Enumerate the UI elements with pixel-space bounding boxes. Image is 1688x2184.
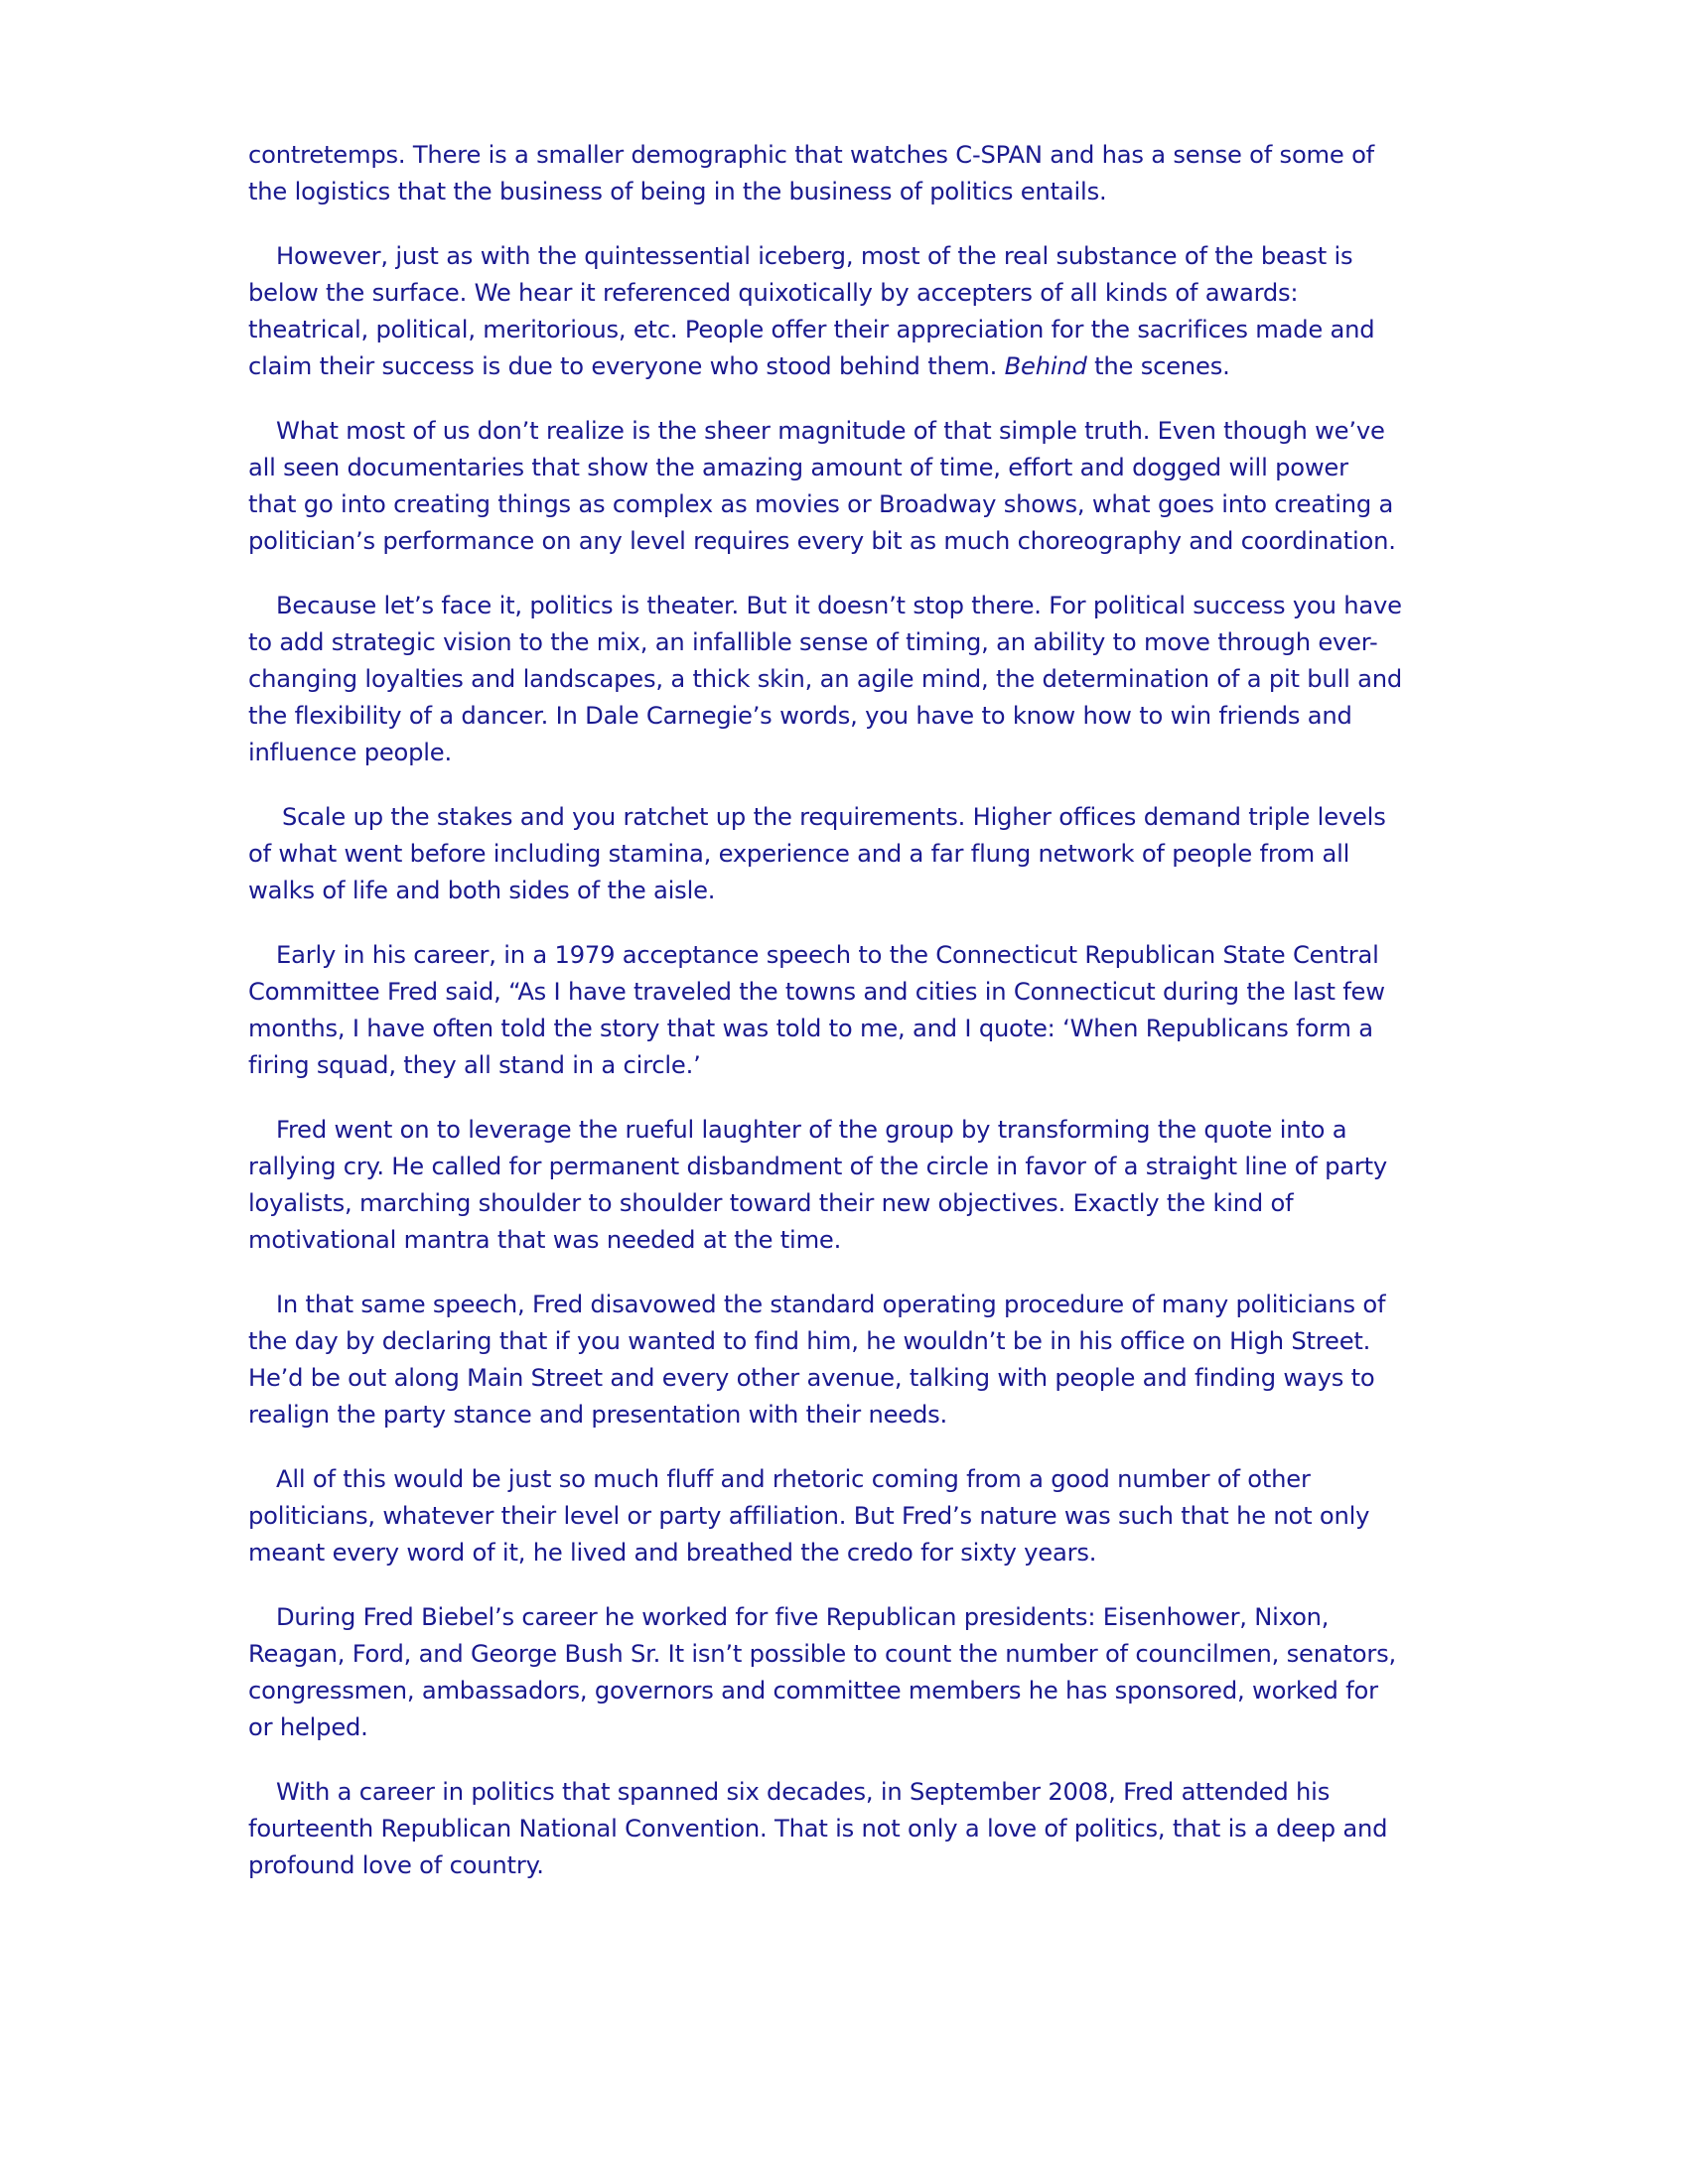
text-line: politician’s performance on any level requires every bit as much choreography and coordination. — [248, 527, 1396, 555]
paragraph-6 — [248, 937, 1450, 1084]
text-line-content: During Fred Biebel’s career he worked for five Republican presidents: Eisenhower, Nixon, — [276, 1603, 1330, 1631]
text-line: the day by declaring that if you wanted to find him, he wouldn’t be in his office on High Street. — [248, 1327, 1371, 1355]
text-line: the logistics that the business of being in the business of politics entails. — [248, 178, 1107, 205]
text-line: fourteenth Republican National Convention. That is not only a love of politics, that is a deep and — [248, 1815, 1388, 1843]
paragraph-10 — [248, 1599, 1450, 1746]
paragraph-1 — [248, 137, 1450, 210]
emphasized-word: Behind — [1004, 352, 1087, 380]
text-line — [248, 1287, 1450, 1323]
text-line — [248, 799, 1450, 836]
text-line-content: With a career in politics that spanned six decades, in September 2008, Fred attended his — [276, 1778, 1331, 1806]
text-line: loyalists, marching shoulder to shoulder toward their new objectives. Exactly the kind of — [248, 1189, 1294, 1217]
text-line — [248, 413, 1450, 450]
text-line: influence people. — [248, 739, 452, 766]
text-line: Committee Fred said, “As I have traveled the towns and cities in Connecticut during the last few — [248, 978, 1385, 1006]
text-line-content: What most of us don’t realize is the sheer magnitude of that simple truth. Even though we’ve — [276, 417, 1385, 445]
text-line-content: In that same speech, Fred disavowed the standard operating procedure of many politicians of — [276, 1291, 1386, 1318]
text-line-content: Scale up the stakes and you ratchet up the requirements. Higher offices demand triple levels — [282, 803, 1386, 831]
paragraph-7 — [248, 1112, 1450, 1259]
text-line: firing squad, they all stand in a circle.’ — [248, 1051, 701, 1079]
text-line: theatrical, political, meritorious, etc. People offer their appreciation for the sacrifices made and — [248, 316, 1375, 343]
text-segment: claim their success is due to everyone who stood behind them. — [248, 352, 1005, 380]
paragraph-4 — [248, 588, 1450, 771]
text-line: all seen documentaries that show the amazing amount of time, effort and dogged will power — [248, 454, 1348, 481]
document-page — [248, 137, 1450, 1912]
text-line: below the surface. We hear it referenced quixotically by accepters of all kinds of awards: — [248, 279, 1299, 307]
text-line: to add strategic vision to the mix, an infallible sense of timing, an ability to move through ever- — [248, 628, 1378, 656]
text-line — [248, 1461, 1450, 1498]
text-line: the flexibility of a dancer. In Dale Carnegie’s words, you have to know how to win friends and — [248, 702, 1352, 730]
text-line — [248, 1112, 1450, 1149]
text-line: He’d be out along Main Street and every other avenue, talking with people and finding ways to — [248, 1364, 1375, 1392]
text-line-content: Fred went on to leverage the rueful laughter of the group by transforming the quote into a — [276, 1116, 1347, 1144]
paragraph-5 — [248, 799, 1450, 909]
text-line-content: Early in his career, in a 1979 acceptance speech to the Connecticut Republican State Central — [276, 941, 1379, 969]
text-line: meant every word of it, he lived and breathed the credo for sixty years. — [248, 1539, 1097, 1567]
text-line: that go into creating things as complex as movies or Broadway shows, what goes into creating a — [248, 490, 1394, 518]
text-line: motivational mantra that was needed at the time. — [248, 1226, 842, 1254]
text-line: profound love of country. — [248, 1851, 544, 1879]
text-line — [248, 588, 1450, 624]
paragraph-3 — [248, 413, 1450, 560]
paragraph-2 — [248, 238, 1450, 385]
text-line — [248, 1774, 1450, 1811]
text-line: politicians, whatever their level or party affiliation. But Fred’s nature was such that he not only — [248, 1502, 1370, 1530]
text-line — [248, 937, 1450, 974]
text-line-content: Because let’s face it, politics is theater. But it doesn’t stop there. For political success you have — [276, 592, 1402, 619]
text-line — [248, 1599, 1450, 1636]
text-line: Reagan, Ford, and George Bush Sr. It isn’t possible to count the number of councilmen, senators, — [248, 1640, 1396, 1668]
text-line-content: All of this would be just so much fluff and rhetoric coming from a good number of other — [276, 1465, 1311, 1493]
text-line: or helped. — [248, 1713, 368, 1741]
paragraph-11 — [248, 1774, 1450, 1884]
text-segment: the scenes. — [1086, 352, 1230, 380]
text-line: walks of life and both sides of the aisle. — [248, 877, 716, 904]
text-line-content: However, just as with the quintessential iceberg, most of the real substance of the beast is — [276, 242, 1353, 270]
paragraph-9 — [248, 1461, 1450, 1571]
text-line: congressmen, ambassadors, governors and committee members he has sponsored, worked for — [248, 1677, 1378, 1705]
text-line — [248, 238, 1450, 275]
text-line — [248, 348, 1450, 385]
text-line: rallying cry. He called for permanent disbandment of the circle in favor of a straight line of party — [248, 1153, 1388, 1180]
text-line: months, I have often told the story that was told to me, and I quote: ‘When Republicans form a — [248, 1015, 1373, 1042]
text-line: changing loyalties and landscapes, a thick skin, an agile mind, the determination of a pit bull and — [248, 665, 1402, 693]
paragraph-8 — [248, 1287, 1450, 1433]
text-line: of what went before including stamina, experience and a far flung network of people from all — [248, 840, 1350, 868]
text-line: contretemps. There is a smaller demographic that watches C-SPAN and has a sense of some of — [248, 141, 1374, 169]
text-line: realign the party stance and presentation with their needs. — [248, 1401, 947, 1429]
